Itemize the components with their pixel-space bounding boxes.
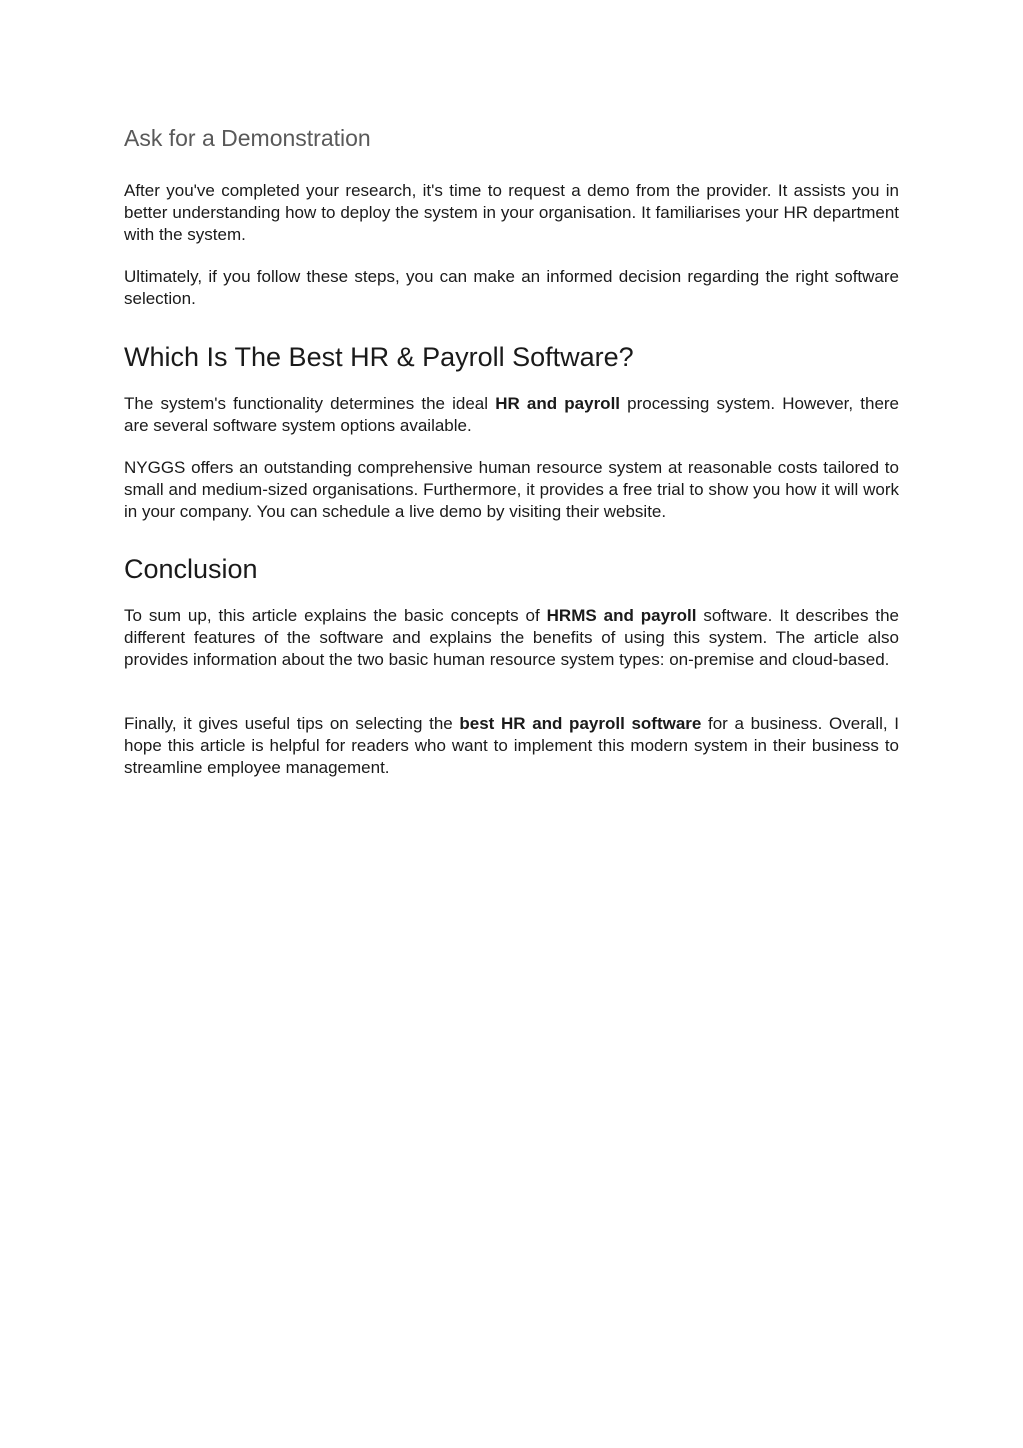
conclusion-paragraph-2: [124, 713, 899, 779]
bold-term: HRMS and payroll: [546, 606, 697, 625]
best-software-heading: Which Is The Best HR & Payroll Software?: [124, 342, 634, 372]
text-run: processing system. However, there are several software system options available.: [124, 394, 900, 435]
conclusion-heading: Conclusion: [124, 554, 258, 584]
text-run: The system's functionality determines the ideal: [124, 394, 496, 413]
conclusion-paragraph-1: [124, 605, 899, 671]
text-run: for a business. Overall, I hope this article is helpful for readers who want to implement this modern system in their business to streamline employee management.: [124, 714, 899, 777]
best-software-paragraph-2: NYGGS offers an outstanding comprehensive human resource system at reasonable costs tailored to small and medium-sized organisations. Furthermore, it provides a free trial to show you how it will work in your company. You can schedule a live demo by visiting their website.: [124, 458, 899, 521]
text-run: software. It describes the different features of the software and explains the benefits of using this system. The article also provides information about the two basic human resource system types: on-premise and cloud-based.: [124, 606, 899, 669]
bold-term: best HR and payroll software: [459, 714, 702, 733]
best-software-paragraph-1: [124, 393, 899, 437]
text-run: To sum up, this article explains the basic concepts of: [124, 606, 547, 625]
demo-heading: Ask for a Demonstration: [124, 125, 371, 151]
demo-paragraph-1: After you've completed your research, it's time to request a demo from the provider. It assists you in better understanding how to deploy the system in your organisation. It familiarises your HR department with the system.: [124, 181, 899, 244]
demo-paragraph-2: Ultimately, if you follow these steps, you can make an informed decision regarding the right software selection.: [124, 267, 899, 308]
text-run: Finally, it gives useful tips on selecting the: [124, 714, 460, 733]
bold-term: HR and payroll: [495, 394, 621, 413]
